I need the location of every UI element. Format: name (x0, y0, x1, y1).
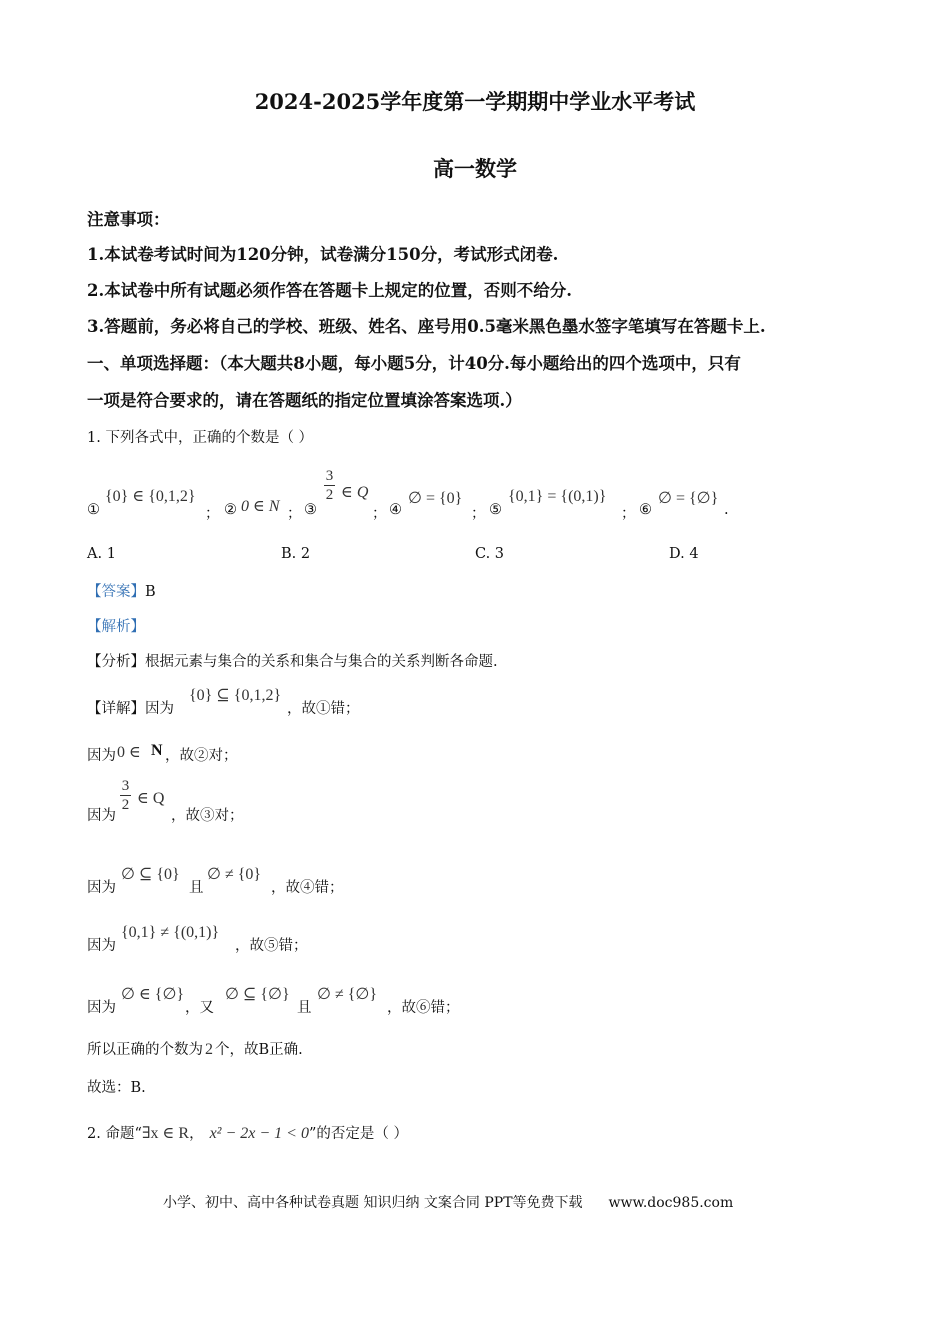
detail-6-expr-b: ∅ ⊆ {∅} (225, 986, 290, 1003)
detail-6-expr-c: ∅ ≠ {∅} (317, 986, 378, 1003)
because-label: 因为 (145, 701, 174, 717)
answer-value: B (145, 584, 156, 600)
detail-line-6 (87, 980, 587, 1020)
fraction-bar (324, 485, 335, 486)
conclusion-line (87, 1038, 303, 1059)
detail-2-set-n: N (151, 742, 163, 759)
q2-expr-exists: ∃x ∈ R (141, 1125, 190, 1142)
q2-stem-post: ”的否定是（ ） (308, 1126, 408, 1142)
detail-3-fraction (120, 778, 131, 813)
item-end-period: . (724, 502, 729, 518)
and-label: 且 (297, 1000, 312, 1016)
choose-line: 故选：B. (87, 1080, 146, 1096)
question-1-items (87, 468, 787, 526)
item-marker-6: ⑥ (639, 502, 652, 518)
detail-2-expr: 0 ∈ (117, 744, 141, 761)
option-b: B. 2 (281, 546, 311, 562)
q2-expr-inequality: x² − 2x − 1 < 0 (209, 1125, 309, 1142)
detail-1-expr: {0} ⊆ {0,1,2} (189, 687, 282, 704)
fraction-numerator: 3 (121, 778, 130, 794)
detail-4-expr-a: ∅ ⊆ {0} (121, 866, 180, 883)
detail-6-expr-a: ∅ ∈ {∅} (121, 986, 185, 1003)
footer-url: www.doc985.com (608, 1195, 734, 1211)
conclusion-pre: 所以正确的个数为 (87, 1042, 203, 1058)
footer-text: 小学、初中、高中各种试卷真题 知识归纳 文案合同 PPT等免费下载 (163, 1195, 583, 1211)
because-label: 因为 (87, 748, 116, 764)
notice-item-3: 3.答题前，务必将自己的学校、班级、姓名、座号用0.5毫米黑色墨水签字笔填写在答题卡上. (87, 317, 766, 336)
item-marker-1: ① (87, 502, 100, 518)
detail-line-4 (87, 860, 487, 900)
section-heading-line2: 一项是符合要求的，请在答题纸的指定位置填涂答案选项.） (87, 391, 522, 410)
item-marker-4: ④ (389, 502, 402, 518)
item-expr-6: ∅ = {∅} (658, 490, 719, 507)
fenxi-line (87, 650, 498, 671)
page-footer (163, 1192, 733, 1212)
detail-line-3 (87, 776, 387, 826)
detail-line-1 (87, 683, 487, 723)
item-expr-1: {0} ∈ {0,1,2} (105, 488, 196, 505)
section-heading-line1: 一、单项选择题：（本大题共8小题，每小题5分，计40分.每小题给出的四个选项中，只有 (87, 354, 741, 373)
fraction-denominator: 2 (325, 487, 334, 503)
detail-4-expr-b: ∅ ≠ {0} (207, 866, 262, 883)
item-fraction-3 (324, 468, 335, 503)
item-expr-2: 0 ∈ N (241, 498, 280, 515)
item-marker-3: ③ (304, 502, 317, 518)
detail-2-tail: ，故②对； (165, 748, 238, 764)
because-label: 因为 (87, 938, 116, 954)
notice-heading: 注意事项： (87, 210, 170, 229)
notice-item-1: 1.本试卷考试时间为120分钟，试卷满分150分，考试形式闭卷. (87, 245, 559, 264)
detail-5-tail: ，故⑤错； (235, 938, 308, 954)
detail-3-expr: ∈ Q (137, 790, 165, 807)
option-d: D. 4 (669, 546, 699, 562)
item-separator: ； (621, 506, 636, 522)
fraction-bar (120, 795, 131, 796)
detail-line-2 (87, 740, 387, 770)
conclusion-post: 个，故B正确. (215, 1042, 303, 1058)
and-label: 且 (189, 880, 204, 896)
option-a: A. 1 (87, 546, 116, 562)
detail-1-tail: ，故①错； (287, 701, 360, 717)
detail-4-tail: ，故④错； (271, 880, 344, 896)
fraction-numerator: 3 (325, 468, 334, 484)
because-label: 因为 (87, 880, 116, 896)
item-separator: ； (205, 506, 220, 522)
question-2-stem (87, 1122, 408, 1143)
option-c: C. 3 (475, 546, 505, 562)
fraction-denominator: 2 (121, 797, 130, 813)
notice-item-2: 2.本试卷中所有试题必须作答在答题卡上规定的位置，否则不给分. (87, 281, 572, 300)
because-label: 因为 (87, 1000, 116, 1016)
analysis-tag: 【解析】 (87, 619, 145, 635)
answer-line (87, 580, 156, 601)
detail-tag: 【详解】 (87, 701, 145, 717)
item-marker-2: ② (224, 502, 237, 518)
fenxi-tag: 【分析】 (87, 654, 145, 670)
exam-title: 2024-2025学年度第一学期期中学业水平考试 (254, 89, 696, 114)
detail-line-5 (87, 920, 487, 960)
exam-subtitle: 高一数学 (433, 156, 517, 181)
item-expr-5: {0,1} = {(0,1)} (508, 488, 607, 505)
detail-5-expr: {0,1} ≠ {(0,1)} (121, 924, 220, 941)
item-expr-3: ∈ Q (341, 484, 369, 501)
because-label: 因为 (87, 808, 116, 824)
conclusion-count: 2 (205, 1041, 213, 1058)
q2-comma: ， (189, 1126, 204, 1142)
item-expr-4: ∅ = {0} (408, 490, 463, 507)
detail-6-tail: ，故⑥错； (387, 1000, 460, 1016)
item-separator: ； (471, 506, 486, 522)
question-1-stem: 1. 下列各式中，正确的个数是（ ） (87, 430, 314, 446)
fenxi-text: 根据元素与集合的关系和集合与集合的关系判断各命题. (145, 654, 498, 670)
item-marker-5: ⑤ (489, 502, 502, 518)
q2-stem-pre: 2. 命题“ (87, 1126, 142, 1142)
also-label: ，又 (185, 1000, 214, 1016)
answer-tag: 【答案】 (87, 584, 145, 600)
item-separator: ； (287, 506, 302, 522)
item-separator: ； (372, 506, 387, 522)
detail-3-tail: ，故③对； (171, 808, 244, 824)
